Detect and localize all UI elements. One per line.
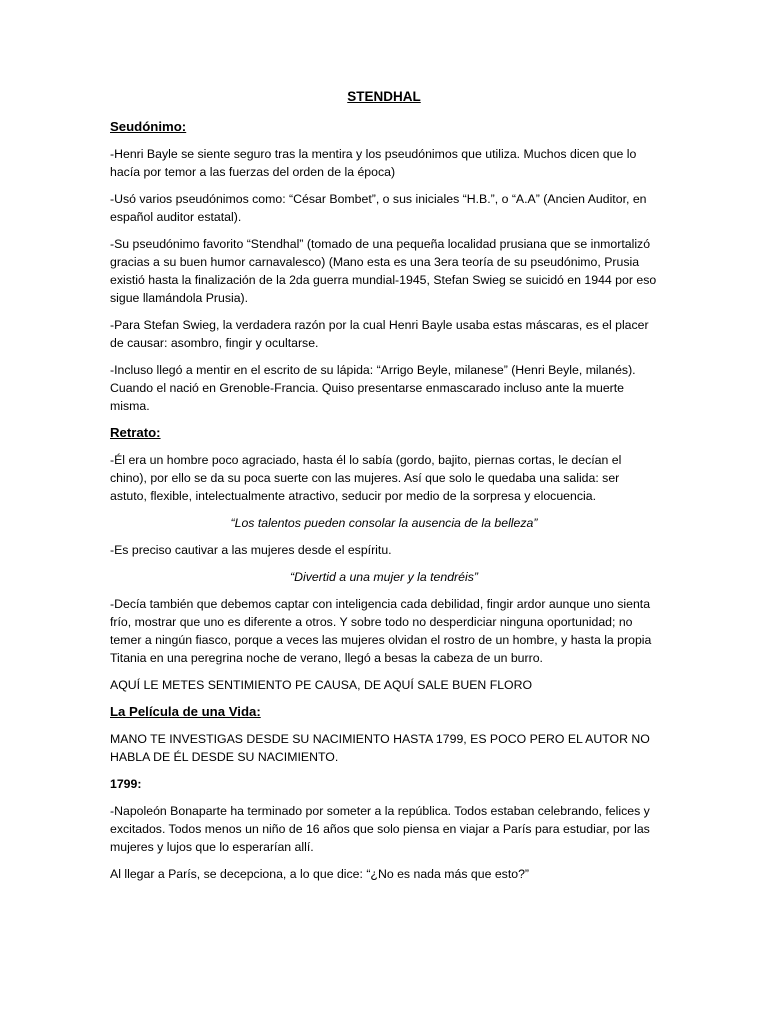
quote: “Divertid a una mujer y la tendréis” xyxy=(290,570,478,584)
year-label: 1799: xyxy=(110,777,142,791)
document-title: STENDHAL xyxy=(347,89,421,104)
paragraph: MANO TE INVESTIGAS DESDE SU NACIMIENTO HASTA 1799, ES POCO PERO EL AUTOR NO HABLA DE ÉL DESDE SU NACIMIENTO. xyxy=(110,732,650,764)
heading-seudonimo: Seudónimo: xyxy=(110,119,187,134)
document-body xyxy=(110,88,658,892)
heading-retrato: Retrato: xyxy=(110,425,161,440)
quote: “Los talentos pueden consolar la ausencia de la belleza” xyxy=(230,516,538,530)
paragraph: Al llegar a París, se decepciona, a lo que dice: “¿No es nada más que esto?” xyxy=(110,867,530,881)
paragraph: -Napoleón Bonaparte ha terminado por someter a la república. Todos estaban celebrando, felices y excitados. Todos menos un niño de 16 años que solo piensa en viajar a París para estudiar, por las mujeres y lujos que lo esperarían allí. xyxy=(110,804,650,854)
paragraph: -Él era un hombre poco agraciado, hasta él lo sabía (gordo, bajito, piernas cortas, le decían el chino), por ello se da su poca suerte con las mujeres. Así que solo le quedaba una salida: ser astuto, flexible, intelectualmente atractivo, seducir por medio de la sorpresa y elocuencia. xyxy=(110,453,622,503)
paragraph: -Su pseudónimo favorito “Stendhal” (tomado de una pequeña localidad prusiana que se inmortalizó gracias a su buen humor carnavalesco) (Mano esta es una 3era teoría de su pseudónimo, Prusia existió hasta la finalización de la 2da guerra mundial-1945, Stefan Swieg se suicidó en 1944 por eso sigue llamándola Prusia). xyxy=(110,237,657,305)
paragraph: -Usó varios pseudónimos como: “César Bombet”, o sus iniciales “H.B.”, o “A.A” (Ancien Auditor, en español auditor estatal). xyxy=(110,192,647,224)
paragraph: -Incluso llegó a mentir en el escrito de su lápida: “Arrigo Beyle, milanese” (Henri Beyle, milanés). Cuando el nació en Grenoble-Francia. Quiso presentarse enmascarado incluso ante la muerte misma. xyxy=(110,363,636,413)
paragraph: -Es preciso cautivar a las mujeres desde el espíritu. xyxy=(110,543,392,557)
paragraph: -Henri Bayle se siente seguro tras la mentira y los pseudónimos que utiliza. Muchos dicen que lo hacía por temor a las fuerzas del orden de la época) xyxy=(110,147,637,179)
paragraph: -Decía también que debemos captar con inteligencia cada debilidad, fingir ardor aunque uno sienta frío, mostrar que uno es diferente a otros. Y sobre todo no desperdiciar ninguna oportunidad; no temer a ningún fiasco, porque a veces las mujeres olvidan el rostro de un hombre, y hasta la propia Titania en una peregrina noche de verano, llegó a besas la cabeza de un burro. xyxy=(110,597,652,665)
heading-pelicula: La Película de una Vida: xyxy=(110,704,261,719)
paragraph: -Para Stefan Swieg, la verdadera razón por la cual Henri Bayle usaba estas máscaras, es el placer de causar: asombro, fingir y ocultarse. xyxy=(110,318,649,350)
paragraph: AQUÍ LE METES SENTIMIENTO PE CAUSA, DE AQUÍ SALE BUEN FLORO xyxy=(110,678,533,692)
